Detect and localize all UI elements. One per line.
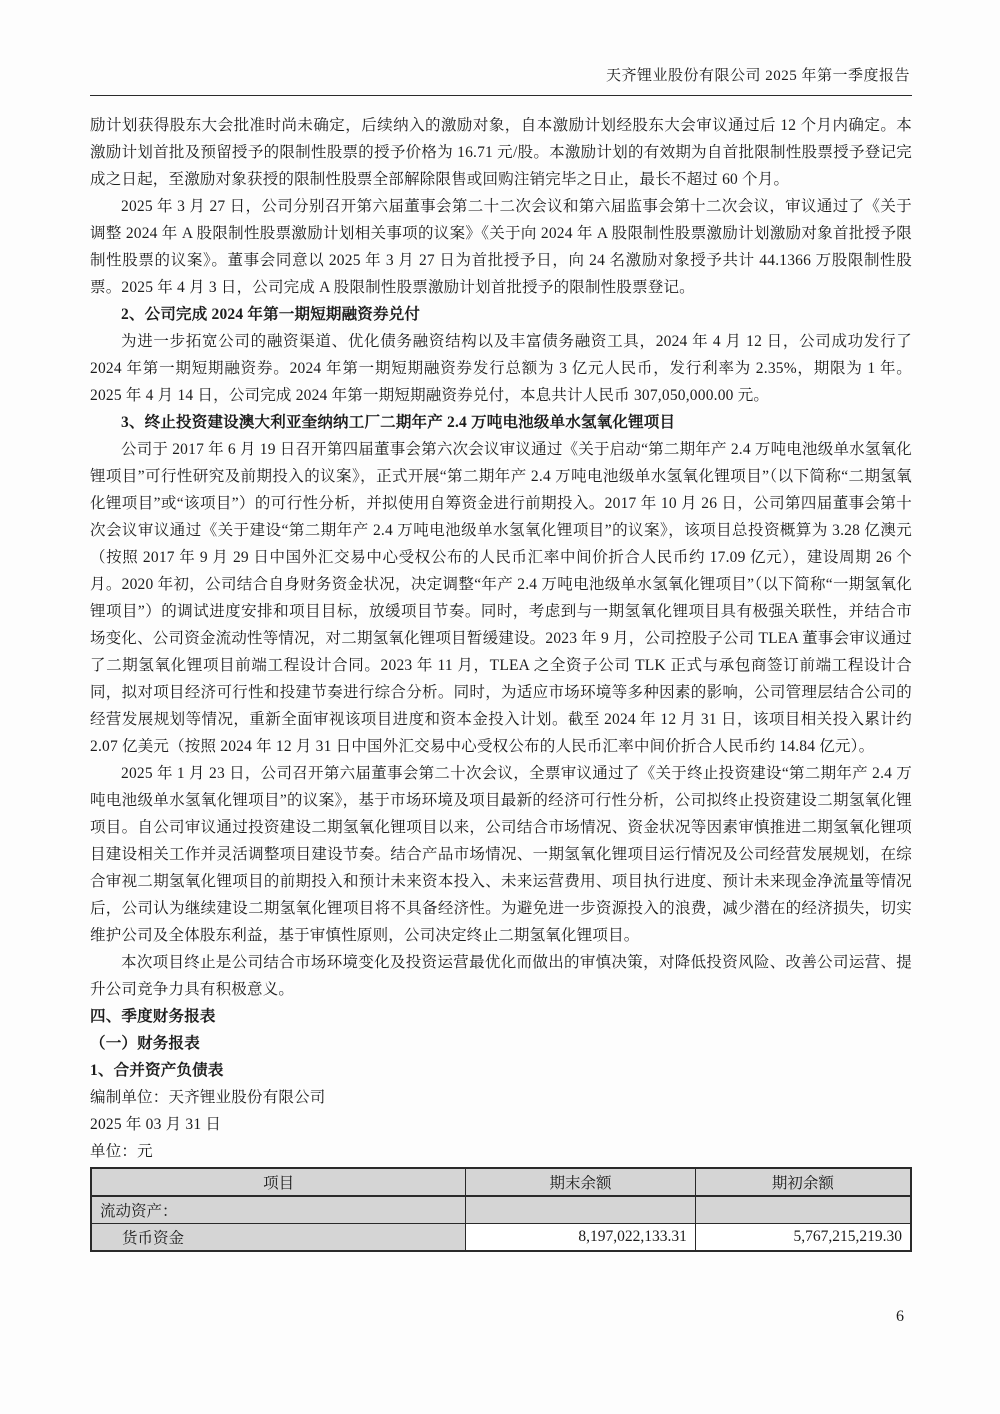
page-number: 6 [896, 1308, 904, 1325]
section-heading-quarterly-financial-statements: 四、季度财务报表 [90, 1008, 216, 1025]
balance-sheet-table [90, 1167, 912, 1252]
table-row-current-assets [91, 1196, 911, 1224]
column-header-ending-balance: 期末余额 [466, 1168, 696, 1196]
column-header-item: 项目 [91, 1168, 466, 1196]
item-cell: 流动资产： [91, 1196, 466, 1224]
heading-bond-redemption: 2、公司完成 2024 年第一期短期融资券兑付 [121, 306, 421, 323]
page-content [90, 112, 912, 1252]
paragraph-incentive-grant: 2025 年 3 月 27 日，公司分别召开第六届董事会第二十二次会议和第六届监事会第十二次会议，审议通过了《关于调整 2024 年 A 股限制性股票激励计划相关事项的议案》《关于向 2024 年 A 股限制性股票激励计划激励对象首批授予限制性股票的议案》。董事会同意以 2025 年 3 月 27 日为首批授予日，向 24 名激励对象授予共计 44.1366 万股限制性股票。2025 年 4 月 3 日，公司完成 A 股限制性股票激励计划首批授予的限制性股票登记。 [90, 198, 912, 296]
paragraph-bond-redemption: 为进一步拓宽公司的融资渠道、优化债务融资结构以及丰富债务融资工具，2024 年 4 月 12 日，公司成功发行了 2024 年第一期短期融资券。2024 年第一期短期融资券发行总额为 3 亿元人民币，发行利率为 2.35%，期限为 1 年。2025 年 4 月 14 日，公司完成 2024 年第一期短期融资券兑付，本息共计人民币 307,050,000.00 元。 [90, 333, 912, 404]
report-date-line: 2025 年 03 月 31 日 [90, 1116, 222, 1133]
header-rule [90, 95, 912, 96]
report-header-title: 天齐锂业股份有限公司 2025 年第一季度报告 [605, 68, 910, 84]
table-header-row [91, 1168, 911, 1196]
prepared-by-line: 编制单位：天齐锂业股份有限公司 [90, 1089, 326, 1106]
paragraph-kwinana-history: 公司于 2017 年 6 月 19 日召开第四届董事会第六次会议审议通过《关于启动“第二期年产 2.4 万吨电池级单水氢氧化锂项目”可行性研究及前期投入的议案》，正式开展“第二期年产 2.4 万吨电池级单水氢氧化锂项目”（以下简称“二期氢氧化锂项目”或“该项目”）的可行性分析，并拟使用自筹资金进行前期投入。2017 年 10 月 26 日，公司第四届董事会第十次会议审议通过《关于建设“第二期年产 2.4 万吨电池级单水氢氧化锂项目”的议案》，该项目总投资概算为 3.28 亿澳元（按照 2017 年 9 月 29 日中国外汇交易中心受权公布的人民币汇率中间价折合人民币约 17.09 亿元），建设周期 26 个月。2020 年初，公司结合自身财务资金状况，决定调整“年产 2.4 万吨电池级单水氢氧化锂项目”（以下简称“一期氢氧化锂项目”）的调试进度安排和项目目标，放缓项目节奏。同时，考虑到与一期氢氧化锂项目具有极强关联性，并结合市场变化、公司资金流动性等情况，对二期氢氧化锂项目暂缓建设。2023 年 9 月，公司控股子公司 TLEA 董事会审议通过了二期氢氧化锂项目前端工程设计合同。2023 年 11 月，TLEA 之全资子公司 TLK 正式与承包商签订前端工程设计合同，拟对项目经济可行性和投建节奏进行综合分析。同时，为适应市场环境等多种因素的影响，公司管理层结合公司的经营发展规划等情况，重新全面审视该项目进度和资本金投入计划。截至 2024 年 12 月 31 日，该项目相关投入累计约 2.07 亿美元（按照 2024 年 12 月 31 日中国外汇交易中心受权公布的人民币汇率中间价折合人民币约 14.84 亿元）。 [90, 441, 912, 755]
item-cell: 货币资金 [91, 1224, 466, 1252]
beginning-balance-cell: 5,767,215,219.30 [695, 1224, 911, 1252]
table-row-monetary-funds [91, 1224, 911, 1252]
subsection-heading-financial-statements: （一）财务报表 [90, 1035, 200, 1052]
ending-balance-cell [466, 1196, 696, 1224]
heading-consolidated-balance-sheet: 1、合并资产负债表 [90, 1062, 224, 1079]
heading-kwinana-termination: 3、终止投资建设澳大利亚奎纳纳工厂二期年产 2.4 万吨电池级单水氢氧化锂项目 [121, 414, 676, 431]
unit-line: 单位：元 [90, 1143, 153, 1160]
paragraph-kwinana-significance: 本次项目终止是公司结合市场环境变化及投资运营最优化而做出的审慎决策，对降低投资风险、改善公司运营、提升公司竞争力具有积极意义。 [90, 954, 912, 998]
column-header-beginning-balance: 期初余额 [695, 1168, 911, 1196]
ending-balance-cell: 8,197,022,133.31 [466, 1224, 696, 1252]
paragraph-kwinana-decision: 2025 年 1 月 23 日，公司召开第六届董事会第二十次会议，全票审议通过了《关于终止投资建设“第二期年产 2.4 万吨电池级单水氢氧化锂项目”的议案》，基于市场环境及项目最新的经济可行性分析，公司拟终止投资建设二期氢氧化锂项目。自公司审议通过投资建设二期氢氧化锂项目以来，公司结合市场情况、资金状况等因素审慎推进二期氢氧化锂项目建设相关工作并灵活调整项目建设节奏。结合产品市场情况、一期氢氧化锂项目运行情况及公司经营发展规划，在综合审视二期氢氧化锂项目的前期投入和预计未来资本投入、未来运营费用、项目执行进度、预计未来现金净流量等情况后，公司认为继续建设二期氢氧化锂项目将不具备经济性。为避免进一步资源投入的浪费，减少潜在的经济损失，切实维护公司及全体股东利益，基于审慎性原则，公司决定终止二期氢氧化锂项目。 [90, 765, 912, 944]
beginning-balance-cell [695, 1196, 911, 1224]
paragraph-incentive-continuation: 励计划获得股东大会批准时尚未确定，后续纳入的激励对象，自本激励计划经股东大会审议通过后 12 个月内确定。本激励计划首批及预留授予的限制性股票的授予价格为 16.71 元/股。本激励计划的有效期为自首批限制性股票授予登记完成之日起，至激励对象获授的限制性股票全部解除限售或回购注销完毕之日止，最长不超过 60 个月。 [90, 117, 912, 188]
